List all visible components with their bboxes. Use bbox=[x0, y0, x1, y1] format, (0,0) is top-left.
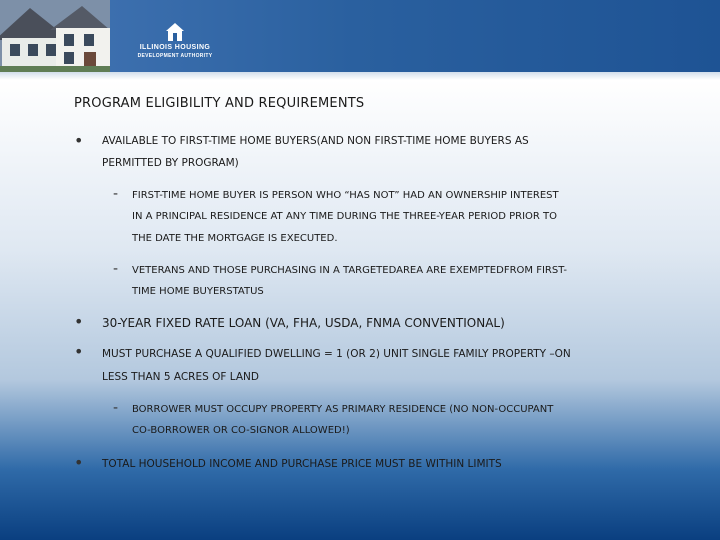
bullet-4-line-1: TOTAL HOUSEHOLD INCOME AND PURCHASE PRICE MUST BE WITHIN LIMITS bbox=[102, 458, 502, 470]
bullet-1-sub-2-line-2: TIME HOME BUYERSTATUS bbox=[132, 286, 264, 297]
bullet-2-line-1: 30-YEAR FIXED RATE LOAN (VA, FHA, USDA, FNMA CONVENTIONAL) bbox=[102, 316, 505, 330]
bullet-1-sub-1-line-1: FIRST-TIME HOME BUYER IS PERSON WHO “HAS NOT” HAD AN OWNERSHIP INTEREST bbox=[132, 190, 559, 201]
bullet-3-line-2: LESS THAN 5 ACRES OF LAND bbox=[102, 371, 259, 383]
bullet-dot-icon: • bbox=[74, 131, 84, 150]
logo-text-line2: DEVELOPMENT AUTHORITY bbox=[137, 53, 213, 59]
slide-title: PROGRAM ELIGIBILITY AND REQUIREMENTS bbox=[74, 96, 365, 111]
bullet-3-line-1: MUST PURCHASE A QUALIFIED DWELLING = 1 (OR 2) UNIT SINGLE FAMILY PROPERTY –ON bbox=[102, 348, 571, 360]
sub-dash-icon: - bbox=[113, 186, 119, 202]
bullet-1-line-1: AVAILABLE TO FIRST-TIME HOME BUYERS(AND NON FIRST-TIME HOME BUYERS AS bbox=[102, 135, 529, 147]
sub-dash-icon: - bbox=[113, 261, 119, 277]
bullet-1-sub-1-line-3: THE DATE THE MORTGAGE IS EXECUTED. bbox=[132, 233, 338, 244]
bullet-3-sub-1-line-2: CO-BORROWER OR CO-SIGNOR ALLOWED!) bbox=[132, 425, 350, 436]
bullet-3-sub-1-line-1: BORROWER MUST OCCUPY PROPERTY AS PRIMARY RESIDENCE (NO NON-OCCUPANT bbox=[132, 404, 554, 415]
logo-text-line1: ILLINOIS HOUSING bbox=[139, 44, 211, 51]
bullet-dot-icon: • bbox=[74, 453, 84, 472]
bullet-1-sub-1-line-2: IN A PRINCIPAL RESIDENCE AT ANY TIME DURING THE THREE-YEAR PERIOD PRIOR TO bbox=[132, 211, 558, 222]
bullet-dot-icon: • bbox=[74, 342, 84, 361]
bullet-dot-icon: • bbox=[74, 312, 84, 331]
bullet-1-line-2: PERMITTED BY PROGRAM) bbox=[102, 157, 239, 169]
bullet-1-sub-2-line-1: VETERANS AND THOSE PURCHASING IN A TARGETEDAREA ARE EXEMPTEDFROM FIRST- bbox=[132, 265, 567, 276]
sub-dash-icon: - bbox=[113, 400, 119, 416]
